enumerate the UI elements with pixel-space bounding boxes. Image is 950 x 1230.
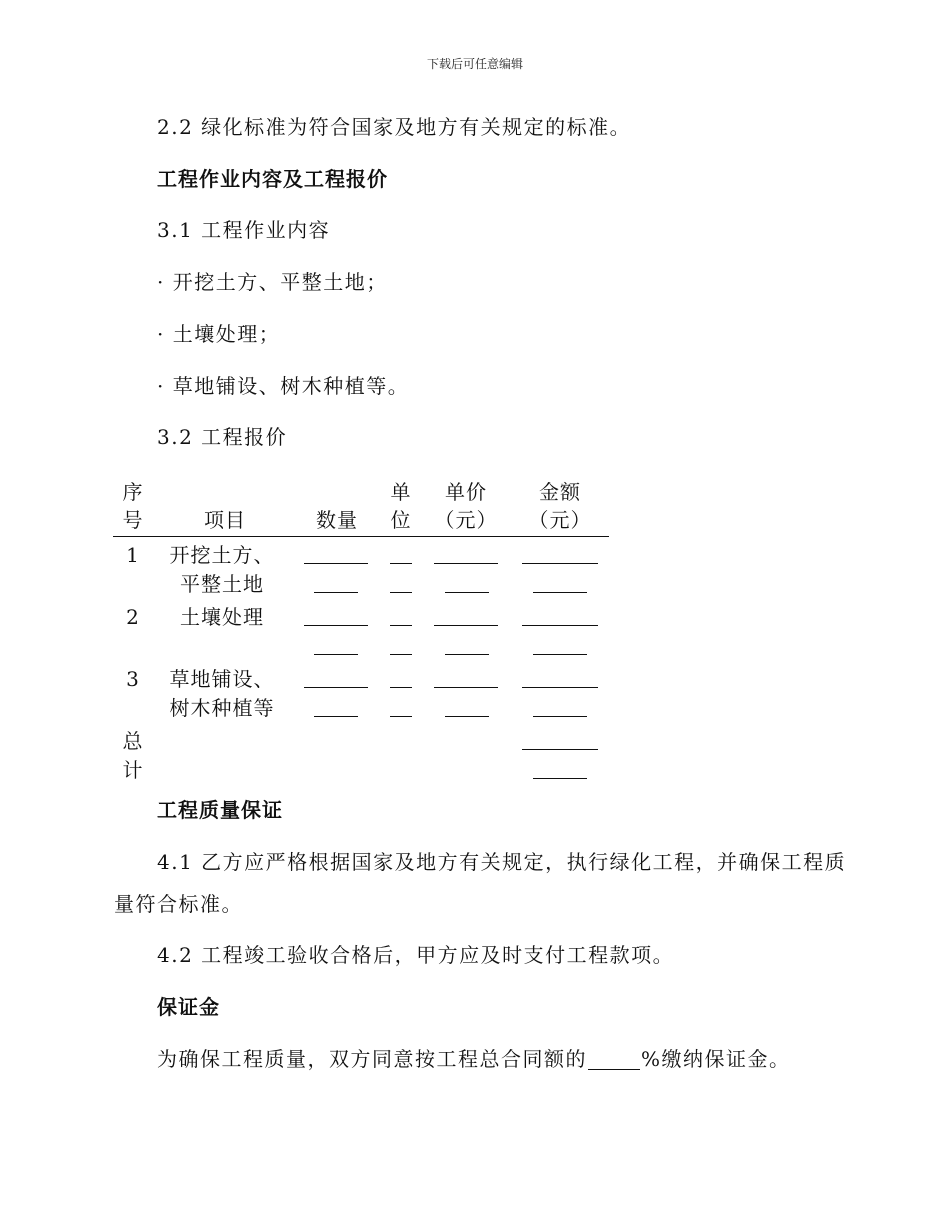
deposit-clause-end: %缴纳保证金。: [641, 1047, 791, 1071]
header-qty: 数量: [316, 508, 358, 532]
qty-blank: [304, 563, 368, 564]
row-number: 1: [126, 543, 140, 567]
price-blank: [445, 592, 489, 593]
header-unit-2: 位: [390, 508, 412, 532]
unit-blank: [390, 716, 412, 717]
price-blank: [434, 563, 498, 564]
row-item-line-1: 土壤处理: [180, 605, 264, 629]
price-blank: [434, 687, 498, 688]
header-seq-1: 序: [122, 480, 144, 504]
total-label-1: 总: [122, 729, 144, 753]
unit-blank: [390, 592, 412, 593]
clause-4-2: 4.2 工程竣工验收合格后，甲方应及时支付工程款项。: [157, 943, 675, 967]
qty-blank: [304, 625, 368, 626]
unit-blank: [390, 625, 412, 626]
row-number: 3: [126, 667, 140, 691]
clause-3-1: 3.1 工程作业内容: [157, 218, 331, 242]
row-item-line-2: 平整土地: [180, 572, 264, 596]
table-header-rule: [113, 536, 609, 537]
amount-blank: [522, 687, 598, 688]
deposit-clause-start: 为确保工程质量，双方同意按工程总合同额的: [157, 1047, 587, 1071]
clause-3-2: 3.2 工程报价: [157, 425, 288, 449]
header-seq-2: 号: [122, 508, 144, 532]
clause-4-1-line-2: 量符合标准。: [114, 892, 243, 916]
qty-blank: [314, 654, 358, 655]
total-label-2: 计: [122, 758, 144, 782]
section-heading-5: 保证金: [157, 995, 220, 1019]
unit-blank: [390, 687, 412, 688]
row-item-line-2: 树木种植等: [169, 696, 275, 720]
page-header: 下载后可任意编辑: [426, 57, 523, 71]
amount-blank: [533, 592, 587, 593]
row-number: 2: [126, 605, 140, 629]
price-blank: [434, 625, 498, 626]
unit-blank: [390, 563, 412, 564]
qty-blank: [314, 716, 358, 717]
amount-blank: [533, 716, 587, 717]
section-heading-3: 工程作业内容及工程报价: [157, 167, 388, 191]
price-blank: [445, 654, 489, 655]
row-item-line-1: 开挖土方、: [169, 543, 275, 567]
row-item-line-1: 草地铺设、: [169, 667, 275, 691]
unit-blank: [390, 654, 412, 655]
qty-blank: [314, 592, 358, 593]
header-price-2: （元）: [434, 508, 498, 532]
section-heading-4: 工程质量保证: [157, 798, 283, 822]
header-unit-1: 单: [390, 480, 412, 504]
header-item: 项目: [204, 508, 246, 532]
bullet-item-3: · 草地铺设、树木种植等。: [157, 374, 410, 398]
deposit-percent-blank[interactable]: [588, 1049, 640, 1070]
bullet-item-2: · 土壤处理；: [157, 322, 281, 346]
header-amount-1: 金额: [539, 480, 581, 504]
bullet-item-1: · 开挖土方、平整土地；: [157, 270, 388, 294]
qty-blank: [304, 687, 368, 688]
amount-blank: [522, 625, 598, 626]
clause-4-1-line-1: 4.1 乙方应严格根据国家及地方有关规定，执行绿化工程，并确保工程质: [157, 850, 847, 874]
amount-blank: [533, 654, 587, 655]
price-blank: [445, 716, 489, 717]
total-amount-blank: [522, 749, 598, 750]
header-price-1: 单价: [445, 480, 487, 504]
header-amount-2: （元）: [528, 508, 592, 532]
deposit-clause: [157, 1045, 791, 1073]
amount-blank: [522, 563, 598, 564]
total-amount-blank: [533, 778, 587, 779]
clause-2-2: 2.2 绿化标准为符合国家及地方有关规定的标准。: [157, 115, 632, 139]
